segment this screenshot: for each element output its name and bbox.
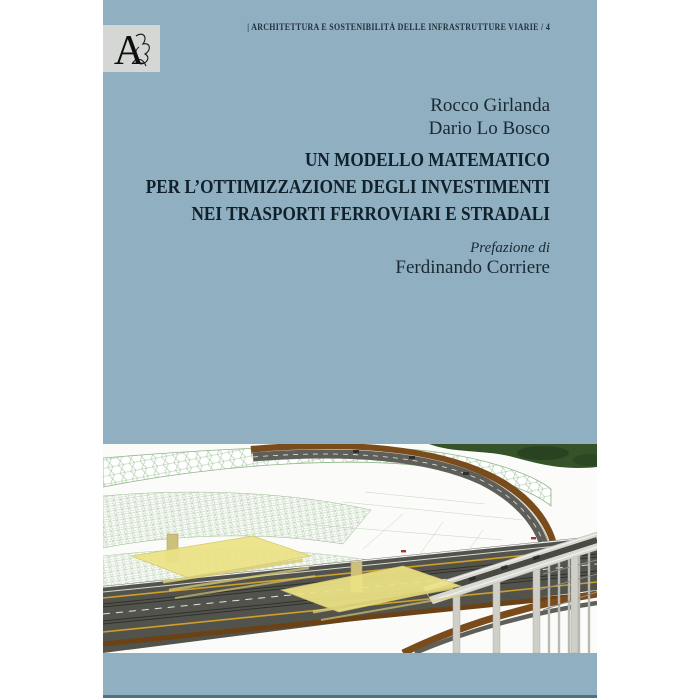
preface-block <box>395 239 550 278</box>
book-title <box>146 147 550 228</box>
author-name-2: Dario Lo Bosco <box>428 118 550 139</box>
publisher-logo-a-icon <box>103 25 160 72</box>
publisher-logo-box <box>103 25 160 72</box>
author-name-1: Rocco Girlanda <box>430 95 550 116</box>
book-title-line-2: PER L’OTTIMIZZAZIONE DEGLI INVESTIMENTI <box>145 176 550 198</box>
preface-author-name: Ferdinando Corriere <box>395 257 550 278</box>
infrastructure-render-image <box>103 444 597 653</box>
svg-text:A: A <box>113 28 145 72</box>
cover-bottom-edge <box>103 695 597 698</box>
preface-label: Prefazione di <box>470 240 550 256</box>
series-title: | ARCHITETTURA E SOSTENIBILITÀ DELLE INFRASTRUTTURE VIARIE / 4 <box>247 22 550 32</box>
cover-photo-illustration <box>103 444 597 653</box>
authors-block <box>429 94 550 140</box>
book-title-line-3: NEI TRASPORTI FERROVIARI E STRADALI <box>191 203 550 225</box>
book-title-line-1: UN MODELLO MATEMATICO <box>305 149 550 171</box>
book-cover <box>103 0 597 698</box>
